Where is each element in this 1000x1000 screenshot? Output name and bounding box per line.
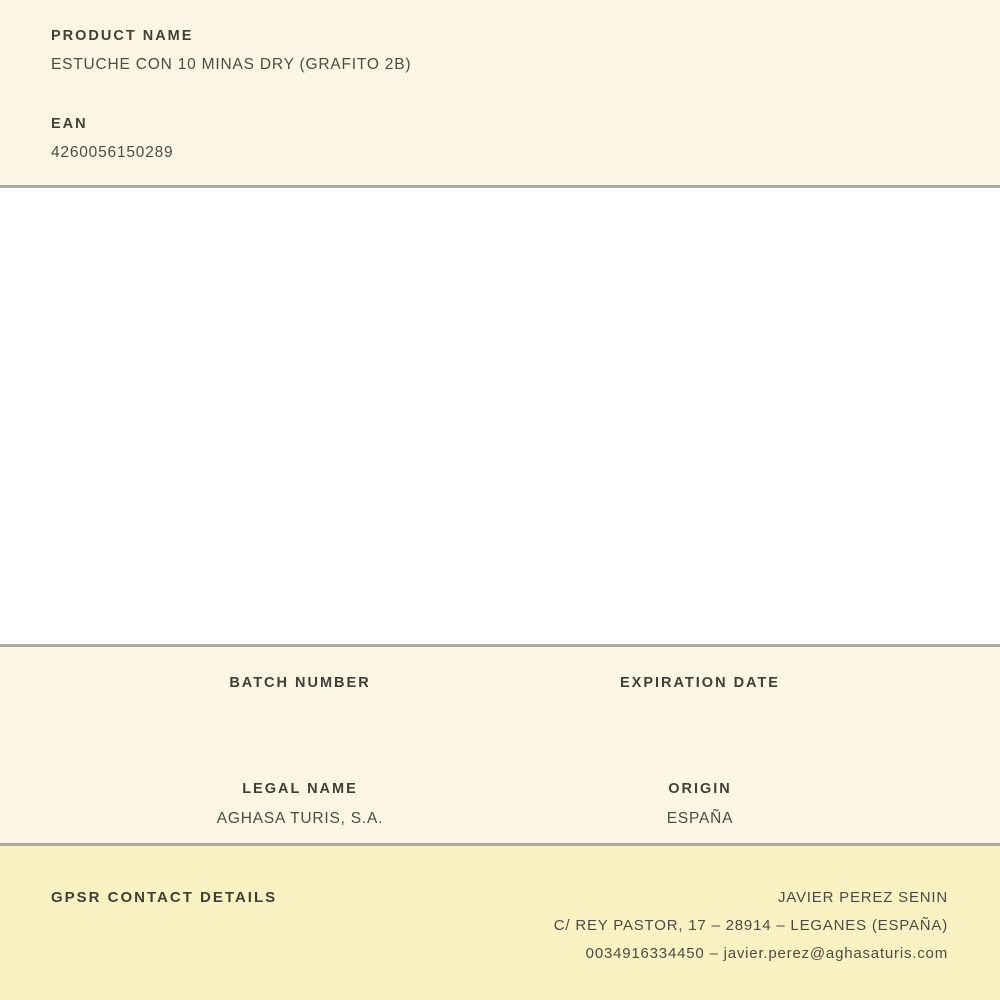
batch-number-field [100, 674, 500, 738]
gpsr-contact-section [0, 846, 1000, 1000]
contact-phone-email: 0034916334450 – javier.perez@aghasaturis.com [585, 945, 948, 962]
ean-label: EAN [51, 116, 88, 132]
gpsr-contact-lines [554, 884, 948, 968]
origin-field [500, 780, 900, 844]
ean-value: 4260056150289 [51, 144, 174, 161]
product-name-field [51, 27, 950, 75]
product-image-area [0, 188, 1000, 644]
legal-name-field [100, 780, 500, 844]
batch-number-label: BATCH NUMBER [229, 675, 371, 691]
product-name-value: ESTUCHE CON 10 MINAS DRY (GRAFITO 2B) [51, 56, 412, 73]
gpsr-contact-title: GPSR CONTACT DETAILS [51, 889, 278, 906]
legal-name-label: LEGAL NAME [242, 780, 358, 797]
expiration-date-field [500, 674, 900, 738]
origin-value: ESPAÑA [666, 809, 734, 827]
product-details-section [0, 647, 1000, 843]
contact-address: C/ REY PASTOR, 17 – 28914 – LEGANES (ESPAÑA) [553, 917, 948, 934]
product-header-section [0, 0, 1000, 185]
ean-field [51, 115, 950, 163]
batch-number-value [100, 702, 500, 723]
product-name-label: PRODUCT NAME [51, 28, 194, 44]
expiration-date-label: EXPIRATION DATE [620, 675, 780, 691]
contact-person-name: JAVIER PEREZ SENIN [778, 889, 948, 906]
legal-name-value: AGHASA TURIS, S.A. [216, 809, 384, 827]
origin-label: ORIGIN [668, 780, 732, 797]
expiration-date-value [500, 702, 900, 723]
